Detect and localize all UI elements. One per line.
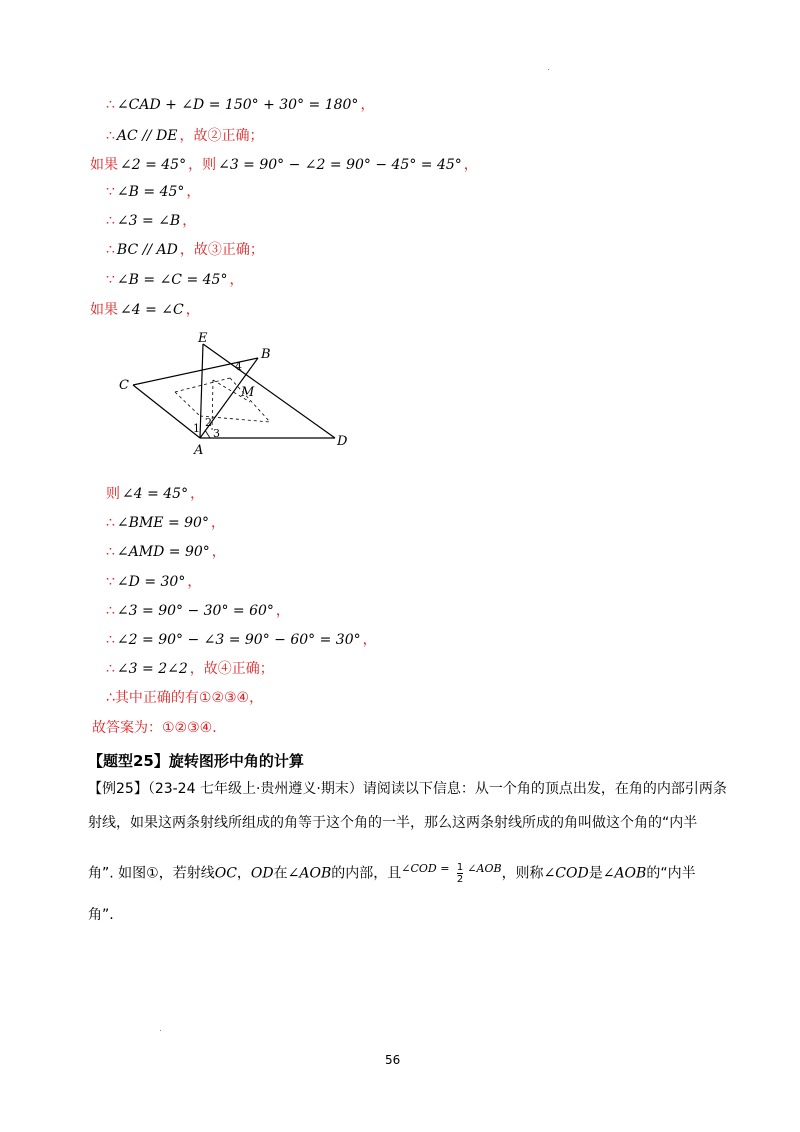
label-E: E: [198, 331, 208, 346]
label-M: M: [241, 385, 255, 400]
math-expression: AC // DE: [116, 128, 178, 144]
math-expression: ∠CAD + ∠D = 150° + 30° = 180°: [116, 97, 359, 113]
text-segment: ∴: [106, 97, 115, 113]
text-segment: ，: [187, 574, 202, 590]
derivation-line: [106, 484, 204, 504]
example-line-2: 射线，如果这两条射线所组成的角等于这个角的一半，那么这两条射线所成的角叫做这个角的“内半: [88, 815, 698, 831]
text-segment: ，: [229, 272, 244, 288]
text-segment: ，: [236, 865, 251, 882]
text-segment: ∴: [106, 661, 115, 677]
ray-od: OD: [250, 865, 274, 882]
math-expression: ∠B = 45°: [116, 184, 185, 200]
derivation-line: [106, 126, 264, 146]
math-expression: ∠BME = 90°: [116, 515, 209, 531]
text-segment: ，故④正确；: [189, 661, 274, 677]
example-line-4: 角”.: [88, 907, 114, 923]
text-segment: ，则称: [501, 865, 544, 882]
aob-expression: ∠AOB: [467, 861, 502, 875]
text-segment: ，: [211, 544, 226, 560]
angle-aob: ∠AOB: [602, 865, 647, 882]
math-expression: ∠3 = 2∠2: [116, 661, 188, 677]
text-segment: 的内部，且: [331, 865, 402, 882]
text-segment: ∵: [106, 272, 115, 288]
label-4: 4: [235, 360, 242, 373]
label-2: 2: [205, 416, 212, 429]
dashed-line: [175, 392, 200, 416]
text-segment: ，: [360, 97, 375, 113]
derivation-line: [106, 630, 377, 650]
text-segment: ，则: [188, 157, 217, 173]
label-A: A: [194, 443, 204, 458]
derivation-line: [106, 211, 196, 231]
text-segment: ∵: [106, 574, 115, 590]
text-segment: ，: [362, 632, 377, 648]
text-segment: 的“内半: [646, 865, 696, 882]
angle-mark: [205, 430, 210, 438]
text-segment: 如果: [90, 157, 118, 173]
math-expression: ∠2 = 90° − ∠3 = 90° − 60° = 30°: [116, 632, 361, 648]
derivation-line: [106, 601, 290, 621]
label-3: 3: [213, 427, 220, 440]
example-line-1: 【例25】（23-24 七年级上·贵州遵义·期末）请阅读以下信息：从一个角的顶点出发，在角的内部引两条: [88, 781, 727, 797]
label-B: B: [261, 347, 271, 362]
answer-line: 故答案为：①②③④.: [92, 720, 217, 736]
math-expression: ∠B = ∠C = 45°: [116, 272, 228, 288]
text-segment: ∴: [106, 632, 115, 648]
ray-oc: OC: [214, 865, 237, 882]
derivation-line: [106, 513, 225, 533]
cod-expression: ∠COD =: [401, 861, 453, 875]
text-segment: ，故②正确；: [179, 128, 264, 144]
text-segment: ，: [210, 515, 225, 531]
derivation-line: [106, 240, 264, 260]
derivation-line: [106, 659, 274, 679]
fraction-denominator: 2: [456, 874, 464, 885]
text-segment: 则: [106, 486, 120, 502]
math-expression: ∠3 = 90° − ∠2 = 90° − 45° = 45°: [218, 157, 462, 173]
math-expression: ∠2 = 45°: [120, 157, 187, 173]
speck: [548, 69, 549, 70]
derivation-line: [106, 95, 374, 115]
angle-cod: ∠COD: [543, 865, 589, 882]
label-1: 1: [193, 422, 200, 435]
example-line-3: [88, 862, 696, 885]
text-segment: 如果: [90, 302, 118, 318]
text-segment: ，: [275, 603, 290, 619]
math-expression: ∠3 = 90° − 30° = 60°: [116, 603, 274, 619]
math-expression: ∠D = 30°: [116, 574, 186, 590]
text-segment: 在: [273, 865, 288, 882]
page-number: 56: [385, 1053, 401, 1067]
text-segment: ∴: [106, 603, 115, 619]
label-C: C: [119, 378, 129, 393]
dashed-line: [212, 380, 213, 430]
text-segment: ∴: [106, 128, 115, 144]
text-segment: ，: [190, 486, 205, 502]
text-segment: ∴: [106, 242, 115, 258]
text-segment: ，: [186, 184, 201, 200]
fraction-numerator: 1: [456, 862, 464, 873]
math-expression: BC // AD: [116, 242, 178, 258]
derivation-line: [90, 300, 200, 320]
text-segment: ，: [182, 213, 197, 229]
fraction-half: [457, 862, 463, 885]
math-expression: ∠AMD = 90°: [116, 544, 210, 560]
dashed-line: [175, 378, 230, 392]
segment-CA: [133, 385, 200, 438]
label-D: D: [337, 434, 348, 449]
derivation-line: [106, 270, 243, 290]
text-segment: ，: [185, 302, 200, 318]
math-expression: ∠4 = 45°: [122, 486, 189, 502]
text-segment: ∵: [106, 184, 115, 200]
derivation-line: [106, 182, 200, 202]
section-heading: 【题型25】旋转图形中角的计算: [88, 752, 304, 770]
text-segment: ∴: [106, 213, 115, 229]
text-segment: ，: [463, 157, 478, 173]
math-expression: ∠4 = ∠C: [120, 302, 184, 318]
segment-EA: [200, 344, 203, 438]
derivation-line: [106, 542, 226, 562]
derivation-line: [106, 572, 201, 592]
text-segment: ∴: [106, 544, 115, 560]
text-segment: ∴: [106, 515, 115, 531]
geometry-figure: [115, 330, 375, 460]
derivation-line: [90, 155, 478, 175]
text-segment: ，故③正确；: [179, 242, 264, 258]
speck: [160, 1030, 161, 1031]
conclusion-line: ∴其中正确的有①②③④，: [106, 690, 264, 706]
text-segment: 角”. 如图①，若射线: [88, 865, 215, 882]
angle-aob: ∠AOB: [287, 865, 332, 882]
math-expression: ∠3 = ∠B: [116, 213, 181, 229]
text-segment: 是: [588, 865, 603, 882]
